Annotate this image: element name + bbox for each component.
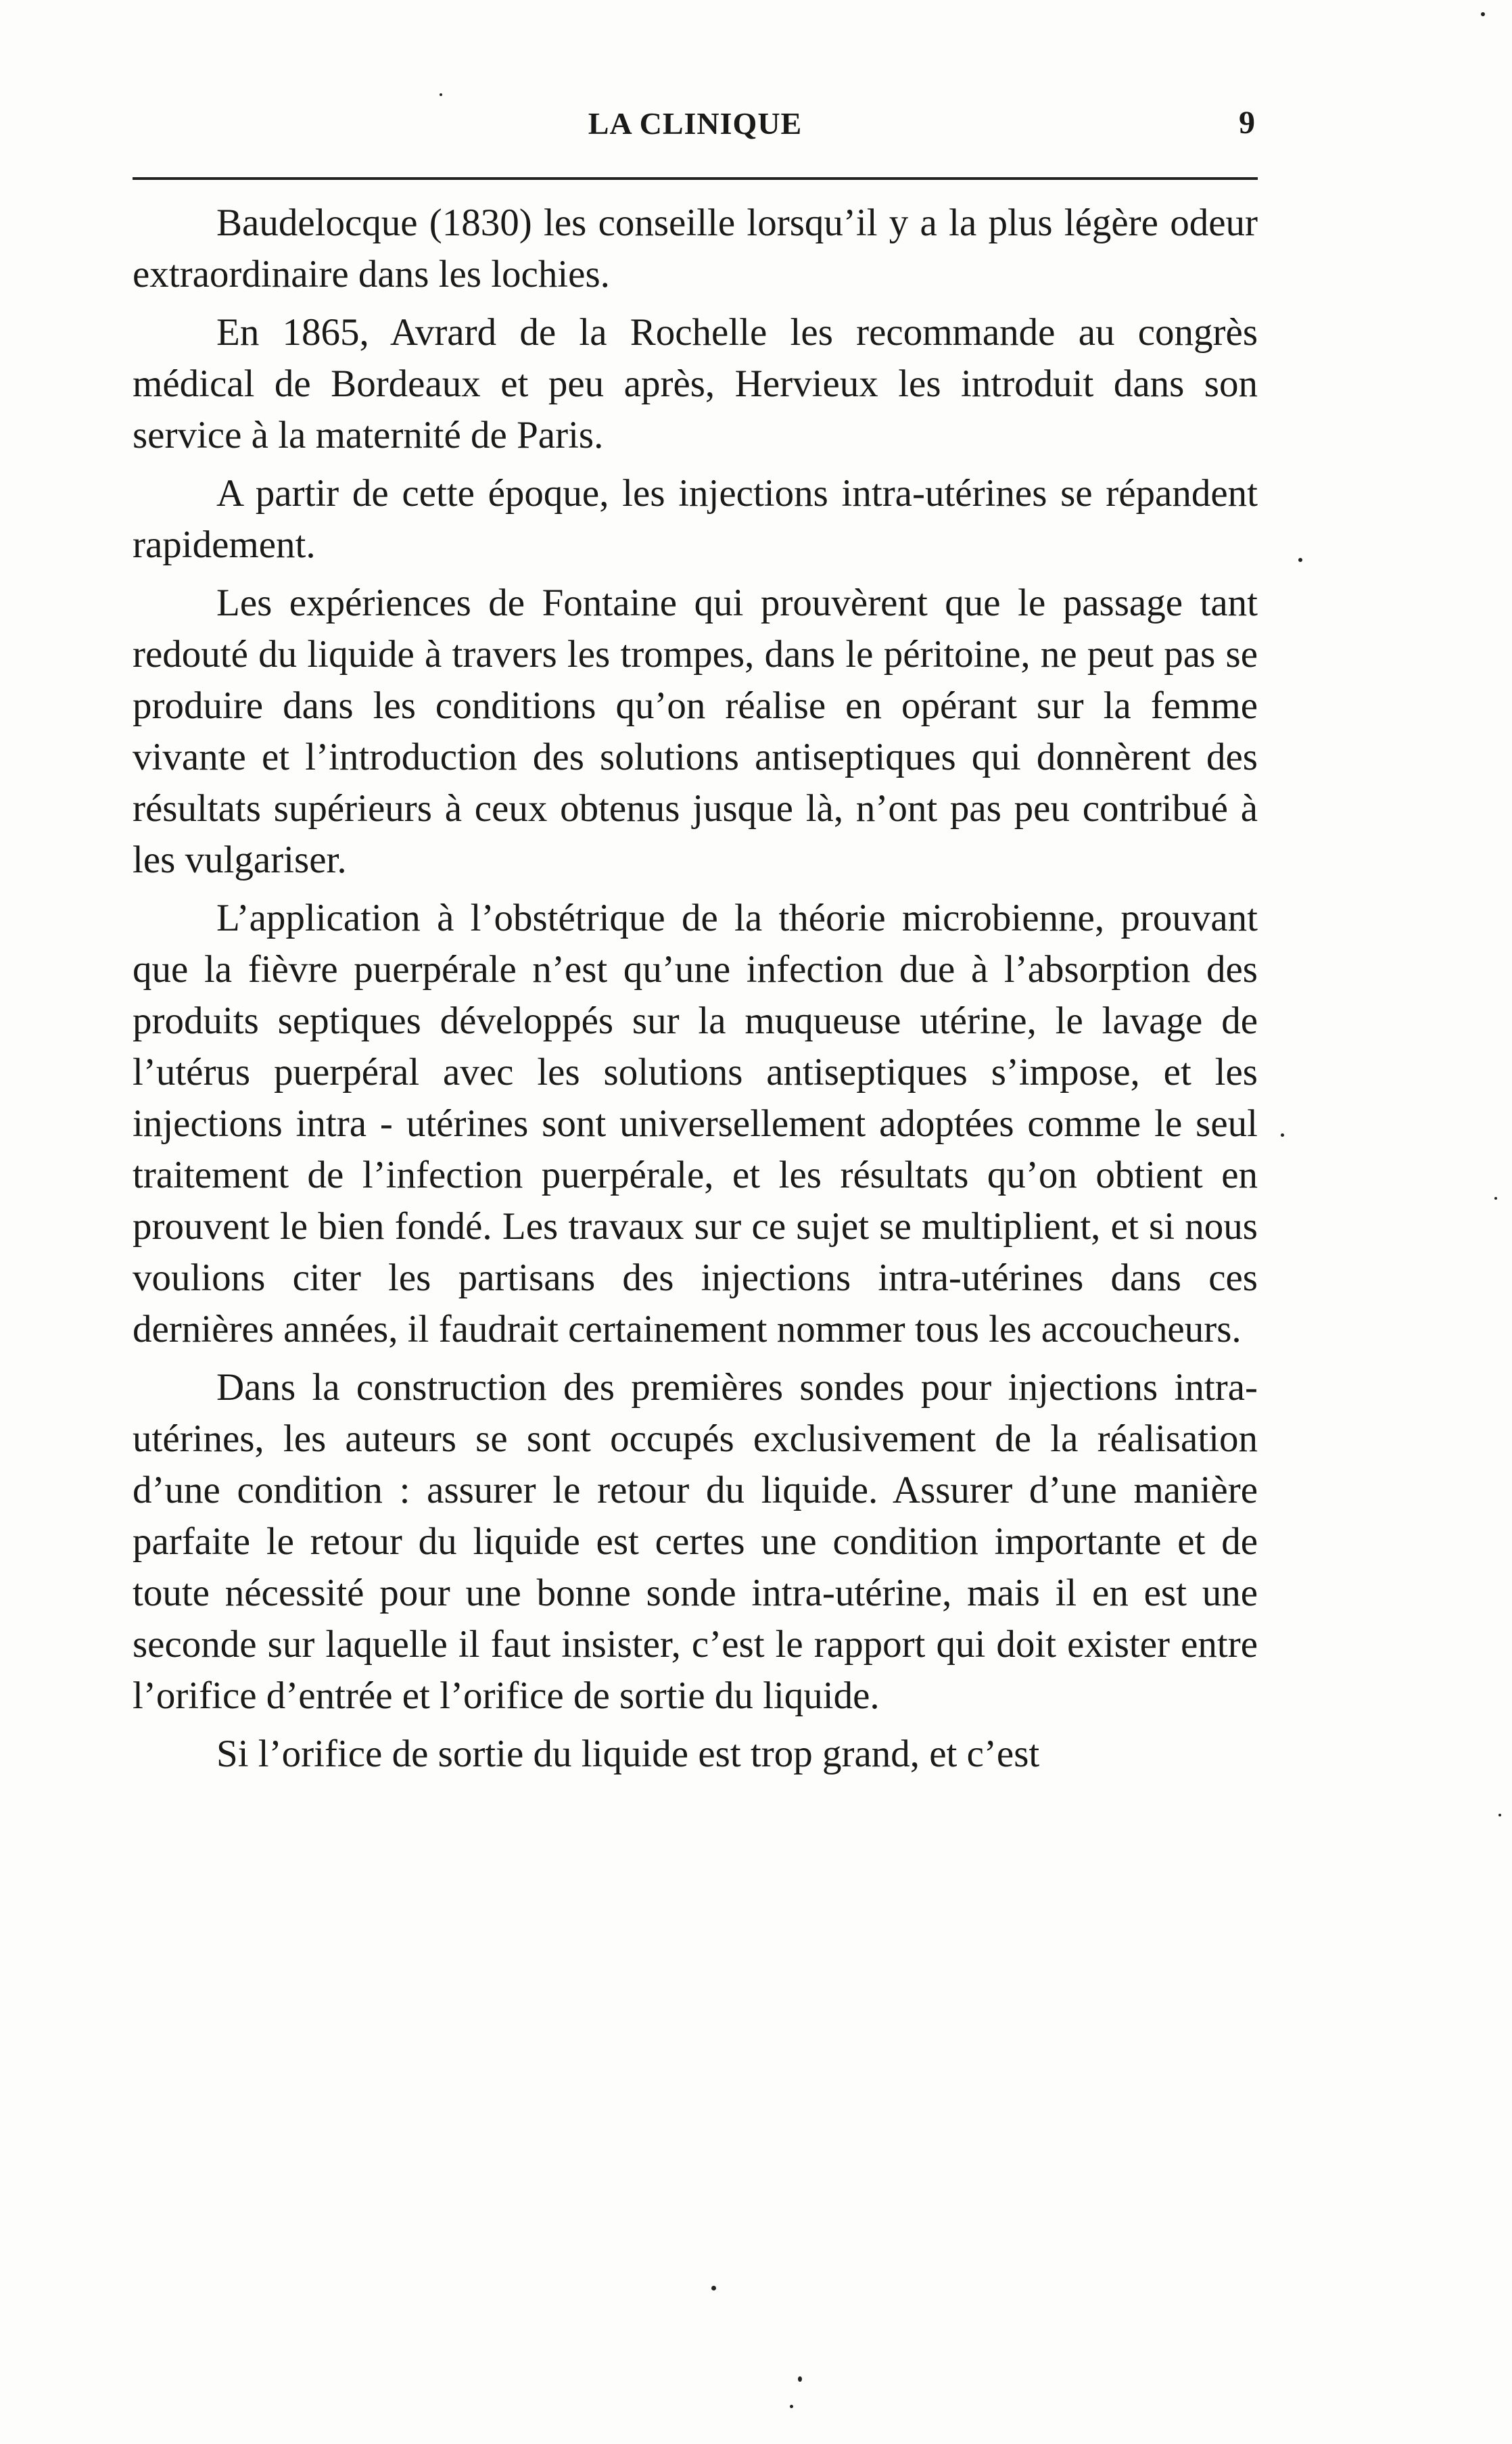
scan-speck (1298, 558, 1302, 562)
paragraph-baudelocque: Baudelocque (1830) les conseille lorsqu’il y a la plus légère odeur extraordinaire dans les lochies. (133, 202, 1258, 296)
scan-speck (798, 2376, 802, 2382)
running-title: LA CLINIQUE (588, 106, 803, 141)
scan-speck (1498, 1814, 1501, 1816)
paragraph-theorie-microbienne: L’application à l’obstétrique de la théorie microbienne, prouvant que la fièvre puerpérale n’est qu’une infection due à l’absorption des produits septiques développés sur la muqueuse utérine, le lavage de l’utérus puerpéral avec les solutions antiseptiques s’impose, et les injections intra - utérines sont universellement adoptées comme le seul traitement de l’infection puerpérale, et les résultats qu’on obtient en prouvent le bien fondé. Les travaux sur ce sujet se multiplient, et si nous voulions citer les partisans des injections intra-utérines dans ces dernières années, il faudrait certainement nommer tous les accoucheurs. (133, 897, 1258, 1350)
scan-speck (1281, 1133, 1284, 1137)
paragraph-epoque: A partir de cette époque, les injections intra-utérines se répandent rapidement. (133, 472, 1258, 566)
scan-speck (790, 2405, 793, 2408)
scan-speck (711, 2286, 716, 2290)
running-head (133, 101, 1258, 156)
scan-speck (1481, 12, 1485, 16)
scan-speck (1494, 1197, 1497, 1200)
header-rule (133, 177, 1258, 180)
body-text (133, 197, 1258, 1787)
page-number: 9 (1239, 105, 1255, 141)
paragraph-construction-sondes: Dans la construction des premières sondes pour injections intra-utérines, les auteurs se sont occupés exclusivement de la réalisation d’une condition : assurer le retour du liquide. Assurer d’une manière parfaite le retour du liquide est certes une condition importante et de toute nécessité pour une bonne sonde intra-utérine, mais il en est une seconde sur laquelle il faut insister, c’est le rapport qui doit exister entre l’orifice d’entrée et l’orifice de sortie du liquide. (133, 1366, 1258, 1717)
paragraph-orifice-sortie: Si l’orifice de sortie du liquide est trop grand, et c’est (216, 1733, 1040, 1775)
paragraph-avrard: En 1865, Avrard de la Rochelle les recommande au congrès médical de Bordeaux et peu après, Hervieux les introduit dans son service à la maternité de Paris. (133, 311, 1258, 456)
scan-speck (440, 93, 442, 96)
paragraph-fontaine: Les expériences de Fontaine qui prouvèrent que le passage tant redouté du liquide à travers les trompes, dans le péritoine, ne peut pas se produire dans les conditions qu’on réalise en opérant sur la femme vivante et l’introduction des solutions antiseptiques qui donnèrent des résultats supérieurs à ceux obtenus jusque là, n’ont pas peu contribué à les vulgariser. (133, 582, 1258, 881)
